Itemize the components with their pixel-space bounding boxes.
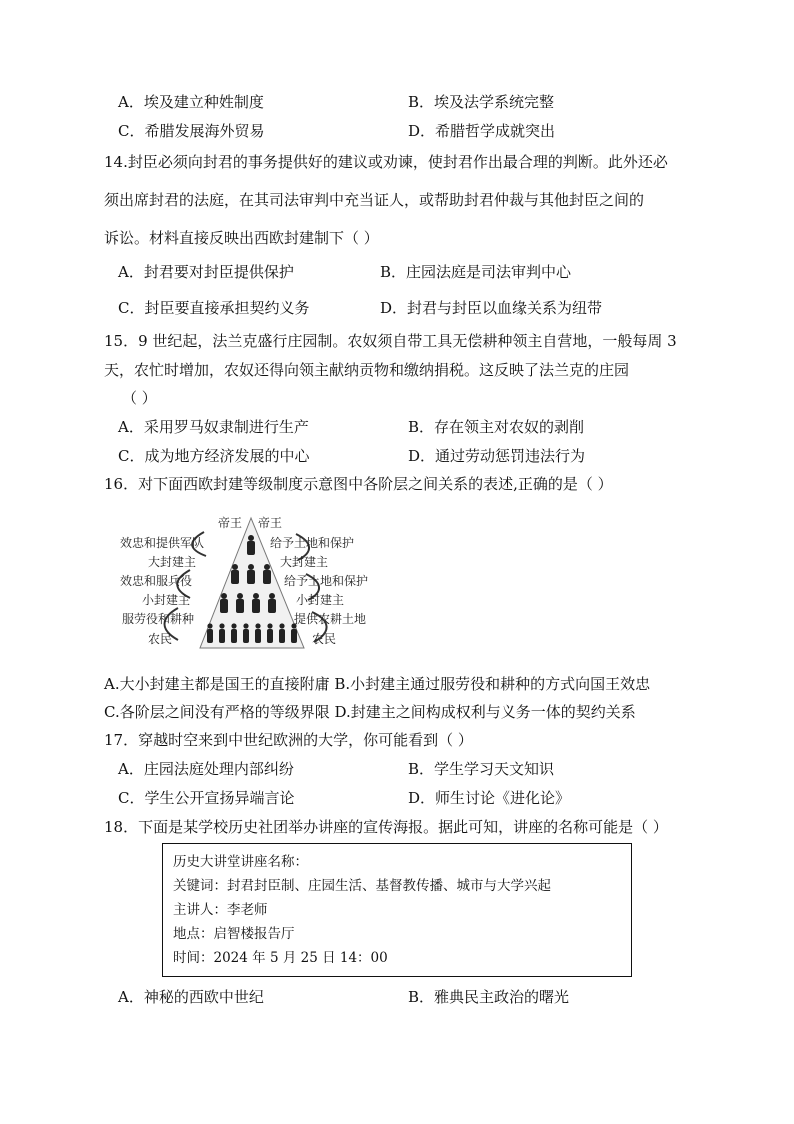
poster-title: 历史大讲堂讲座名称： (173, 854, 308, 870)
q14-option-c: C．封臣要直接承担契约义务 (118, 299, 310, 317)
lecture-poster (162, 843, 632, 977)
diagram-left-label-king: 帝王 (218, 516, 243, 530)
q18-option-a: A．神秘的西欧中世纪 (118, 988, 264, 1006)
q16-stem: 16．对下面西欧封建等级制度示意图中各阶层之间关系的表述,正确的是（ ） (104, 475, 613, 493)
king-figure (247, 535, 255, 555)
q16-option-line-2: C.各阶层之间没有严格的等级界限 D.封建主之间构成权利与义务一体的契约关系 (104, 703, 636, 721)
feudal-hierarchy-diagram (120, 512, 382, 654)
q15-option-c: C．成为地方经济发展的中心 (118, 447, 310, 465)
q13-option-c: C．希腊发展海外贸易 (118, 122, 265, 140)
q15-option-d: D．通过劳动惩罚违法行为 (408, 447, 586, 465)
q17-option-c: C．学生公开宣扬异端言论 (118, 789, 295, 807)
diagram-right-label-peasant: 农民 (312, 632, 337, 646)
q13-option-a: A．埃及建立种姓制度 (118, 93, 264, 111)
q18-option-b: B．雅典民主政治的曙光 (408, 988, 570, 1006)
diagram-left-label-great-lord: 大封建主 (148, 555, 197, 569)
q17-option-d: D．师生讨论《进化论》 (408, 789, 571, 807)
q13-option-d: D．希腊哲学成就突出 (408, 122, 556, 140)
diagram-left-label-peasant: 农民 (148, 632, 173, 646)
great-lord-figures (231, 564, 271, 584)
diagram-right-label-king: 帝王 (258, 516, 283, 530)
poster-speaker: 主讲人：李老师 (173, 902, 268, 918)
q18-stem: 18．下面是某学校历史社团举办讲座的宣传海报。据此可知，讲座的名称可能是（ ） (104, 818, 668, 836)
q14-option-d: D．封君与封臣以血缘关系为纽带 (380, 299, 603, 317)
diagram-right-label-great-lord: 大封建主 (280, 555, 329, 569)
diagram-left-label-loyalty-army: 效忠和提供军队 (120, 536, 205, 550)
q15-option-b: B．存在领主对农奴的剥削 (408, 418, 585, 436)
q15-stem-line-1: 15．9 世纪起，法兰克盛行庄园制。农奴须自带工具无偿耕种领主自营地，一般每周 3 (104, 332, 677, 350)
diagram-right-label-farm-land: 提供农耕土地 (294, 612, 367, 626)
q14-stem-line-2: 须出席封君的法庭，在其司法审判中充当证人，或帮助封君仲裁与其他封臣之间的 (104, 191, 645, 209)
q16-option-line-1: A.大小封建主都是国王的直接附庸 B.小封建主通过服劳役和耕种的方式向国王效忠 (104, 675, 651, 693)
q13-option-b: B．埃及法学系统完整 (408, 93, 555, 111)
q14-option-b: B．庄园法庭是司法审判中心 (380, 263, 572, 281)
diagram-left-label-small-lord: 小封建主 (142, 593, 191, 607)
poster-location: 地点：启智楼报告厅 (173, 926, 295, 942)
q17-option-a: A．庄园法庭处理内部纠纷 (118, 760, 294, 778)
poster-keywords: 关键词：封君封臣制、庄园生活、基督教传播、城市与大学兴起 (173, 878, 551, 894)
q17-option-b: B．学生学习天文知识 (408, 760, 555, 778)
diagram-left-label-loyalty-service: 效忠和服兵役 (120, 574, 193, 588)
diagram-right-label-small-lord: 小封建主 (296, 593, 345, 607)
q14-stem-line-1: 14.封臣必须向封君的事务提供好的建议或劝谏，使封君作出最合理的判断。此外还必 (104, 153, 668, 171)
q17-stem: 17．穿越时空来到中世纪欧洲的大学，你可能看到（ ） (104, 731, 473, 749)
diagram-right-label-land-protection-2: 给予土地和保护 (284, 574, 369, 588)
q15-option-a: A．采用罗马奴隶制进行生产 (118, 418, 309, 436)
q15-stem-line-2: 天，农忙时增加，农奴还得向领主献纳贡物和缴纳捐税。这反映了法兰克的庄园 (104, 361, 630, 379)
q14-option-a: A．封君要对封臣提供保护 (118, 263, 294, 281)
diagram-right-label-land-protection: 给予土地和保护 (270, 536, 355, 550)
poster-time: 时间：2024 年 5 月 25 日 14：00 (173, 950, 388, 966)
q15-stem-line-3: （ ） (122, 389, 157, 407)
diagram-left-label-labor-farming: 服劳役和耕种 (122, 612, 195, 626)
q14-stem-line-3: 诉讼。材料直接反映出西欧封建制下（ ） (104, 229, 379, 247)
